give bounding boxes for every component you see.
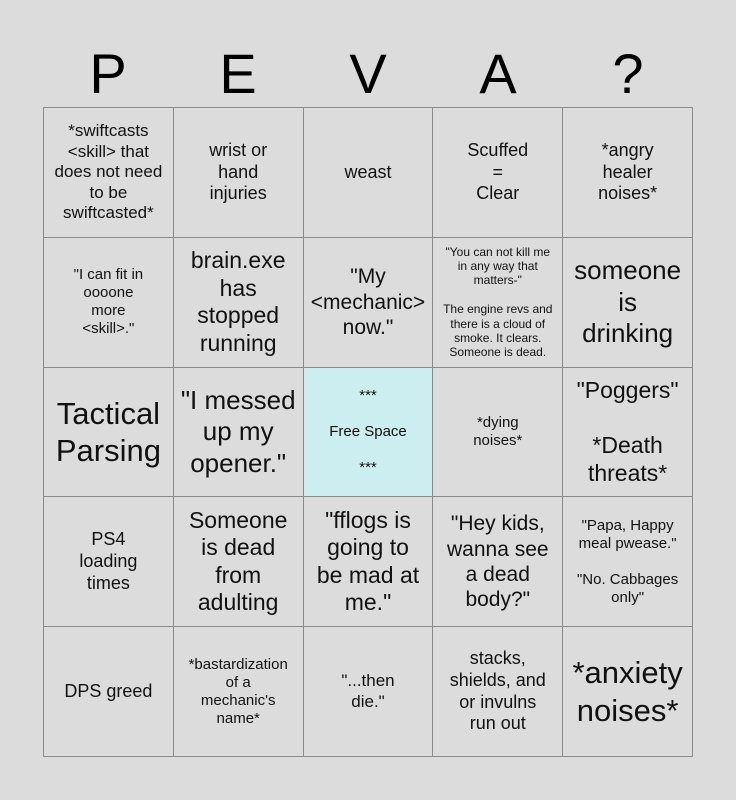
- bingo-cell[interactable]: brain.exe has stopped running: [174, 238, 304, 368]
- bingo-cell[interactable]: *angry healer noises*: [563, 108, 693, 238]
- bingo-cell[interactable]: wrist or hand injuries: [174, 108, 304, 238]
- bingo-cell[interactable]: "Hey kids, wanna see a dead body?": [433, 497, 563, 627]
- bingo-cell[interactable]: Scuffed = Clear: [433, 108, 563, 238]
- bingo-cell[interactable]: "I can fit in oooone more <skill>.": [44, 238, 174, 368]
- header-letter: ?: [612, 42, 644, 105]
- bingo-cell[interactable]: "You can not kill me in any way that matters-" The engine revs and there is a cloud of smoke. It clears. Someone is dead.: [433, 238, 563, 368]
- bingo-cell[interactable]: "I messed up my opener.": [174, 368, 304, 498]
- bingo-cell[interactable]: DPS greed: [44, 627, 174, 757]
- bingo-cell[interactable]: weast: [304, 108, 434, 238]
- bingo-cell[interactable]: *anxiety noises*: [563, 627, 693, 757]
- bingo-cell[interactable]: *dying noises*: [433, 368, 563, 498]
- bingo-header: [43, 40, 693, 108]
- bingo-cell[interactable]: Tactical Parsing: [44, 368, 174, 498]
- header-letter: P: [89, 42, 127, 105]
- bingo-cell[interactable]: "Poggers" *Death threats*: [563, 368, 693, 498]
- bingo-cell[interactable]: PS4 loading times: [44, 497, 174, 627]
- header-letter: A: [479, 42, 517, 105]
- bingo-cell[interactable]: "My <mechanic> now.": [304, 238, 434, 368]
- free-space-cell[interactable]: *** Free Space ***: [304, 368, 434, 498]
- bingo-cell[interactable]: someone is drinking: [563, 238, 693, 368]
- bingo-cell[interactable]: stacks, shields, and or invulns run out: [433, 627, 563, 757]
- bingo-cell[interactable]: "Papa, Happy meal pwease." "No. Cabbages only": [563, 497, 693, 627]
- header-letter: V: [349, 42, 387, 105]
- header-letter: E: [219, 42, 257, 105]
- bingo-cell[interactable]: "fflogs is going to be mad at me.": [304, 497, 434, 627]
- bingo-grid: [43, 107, 693, 757]
- bingo-cell[interactable]: *bastardization of a mechanic's name*: [174, 627, 304, 757]
- bingo-cell[interactable]: *swiftcasts <skill> that does not need to be swiftcasted*: [44, 108, 174, 238]
- bingo-cell[interactable]: "...then die.": [304, 627, 434, 757]
- bingo-cell[interactable]: Someone is dead from adulting: [174, 497, 304, 627]
